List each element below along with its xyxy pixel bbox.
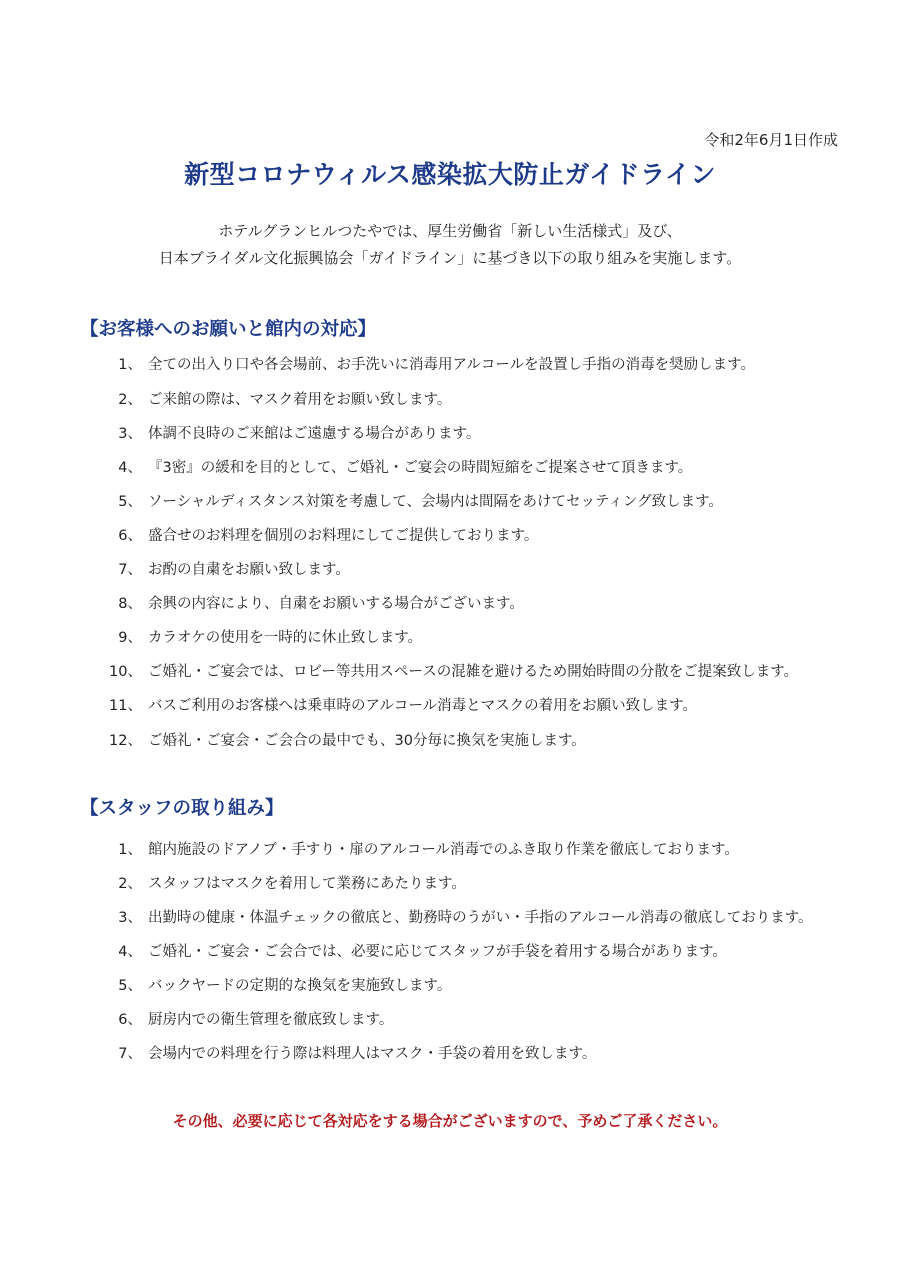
item-number: 4、 <box>118 944 142 960</box>
item-number: 9、 <box>118 630 142 646</box>
intro-line-1: ホテルグランヒルつたやでは、厚生労働省「新しい生活様式」及び、 <box>218 222 682 240</box>
item-number: 3、 <box>118 910 142 926</box>
item-number: 3、 <box>118 426 142 442</box>
list-item <box>0 906 900 932</box>
item-number: 10、 <box>109 664 142 680</box>
list-item <box>0 694 900 720</box>
item-text: ご婚礼・ご宴会・ご会合では、必要に応じてスタッフが手袋を着用する場合があります。 <box>148 944 727 960</box>
item-number: 4、 <box>118 460 142 476</box>
item-text: バスご利用のお客様へは乗車時のアルコール消毒とマスクの着用をお願い致します。 <box>148 698 697 714</box>
list-item <box>0 660 900 686</box>
list-item <box>0 524 900 550</box>
item-number: 11、 <box>109 698 142 714</box>
list-item <box>0 974 900 1000</box>
intro-line-2: 日本ブライダル文化振興協会「ガイドライン」に基づき以下の取り組みを実施します。 <box>158 249 742 267</box>
item-text: 館内施設のドアノブ・手すり・扉のアルコール消毒でのふき取り作業を徹底しております。 <box>148 842 739 858</box>
item-number: 5、 <box>118 978 142 994</box>
item-number: 5、 <box>118 494 142 510</box>
list-item <box>0 456 900 482</box>
item-number: 7、 <box>118 562 142 578</box>
list-item <box>0 388 900 414</box>
item-number: 2、 <box>118 392 142 408</box>
list-item <box>0 353 900 379</box>
item-number: 7、 <box>118 1046 142 1062</box>
item-number: 2、 <box>118 876 142 892</box>
item-text: 出勤時の健康・体温チェックの徹底と、勤務時のうがい・手指のアルコール消毒の徹底しております。 <box>148 910 813 926</box>
list-item <box>0 422 900 448</box>
staff-section-heading: 【スタッフの取り組み】 <box>80 798 284 819</box>
item-text: スタッフはマスクを着用して業務にあたります。 <box>148 876 466 892</box>
list-item <box>0 729 900 755</box>
list-item <box>0 490 900 516</box>
item-text: 厨房内での衛生管理を徹底致します。 <box>148 1012 394 1028</box>
item-number: 8、 <box>118 596 142 612</box>
item-text: カラオケの使用を一時的に休止致します。 <box>148 630 423 646</box>
page-title: 新型コロナウィルス感染拡大防止ガイドライン <box>184 160 716 189</box>
item-text: 全ての出入り口や各会場前、お手洗いに消毒用アルコールを設置し手指の消毒を奨励します。 <box>148 357 755 373</box>
list-item <box>0 592 900 618</box>
item-text: ご来館の際は、マスク着用をお願い致します。 <box>148 392 452 408</box>
document-date: 令和2年6月1日作成 <box>704 131 838 149</box>
list-item <box>0 626 900 652</box>
item-text: ご婚礼・ご宴会では、ロビー等共用スペースの混雑を避けるため開始時間の分散をご提案致します。 <box>148 664 799 680</box>
item-text: 会場内での料理を行う際は料理人はマスク・手袋の着用を致します。 <box>148 1046 597 1062</box>
item-text: 体調不良時のご来館はご遠慮する場合があります。 <box>148 426 481 442</box>
item-number: 1、 <box>118 357 142 373</box>
item-text: お酌の自粛をお願い致します。 <box>148 562 350 578</box>
item-text: 『3密』の緩和を目的として、ご婚礼・ご宴会の時間短縮をご提案させて頂きます。 <box>148 460 693 476</box>
list-item <box>0 838 900 864</box>
item-number: 6、 <box>118 1012 142 1028</box>
item-text: ご婚礼・ご宴会・ご会合の最中でも、30分毎に換気を実施します。 <box>148 733 586 749</box>
footer-note: その他、必要に応じて各対応をする場合がございますので、予めご了承ください。 <box>172 1112 728 1130</box>
item-number: 12、 <box>109 733 142 749</box>
list-item <box>0 940 900 966</box>
guests-section-heading: 【お客様へのお願いと館内の対応】 <box>80 319 377 340</box>
list-item <box>0 558 900 584</box>
item-text: 余興の内容により、自粛をお願いする場合がございます。 <box>148 596 524 612</box>
item-number: 6、 <box>118 528 142 544</box>
item-number: 1、 <box>118 842 142 858</box>
item-text: ソーシャルディスタンス対策を考慮して、会場内は間隔をあけてセッティング致します。 <box>148 494 723 510</box>
item-text: 盛合せのお料理を個別のお料理にしてご提供しております。 <box>148 528 539 544</box>
item-text: バックヤードの定期的な換気を実施致します。 <box>148 978 452 994</box>
list-item <box>0 872 900 898</box>
list-item <box>0 1008 900 1034</box>
intro-paragraph <box>0 218 900 272</box>
list-item <box>0 1042 900 1068</box>
